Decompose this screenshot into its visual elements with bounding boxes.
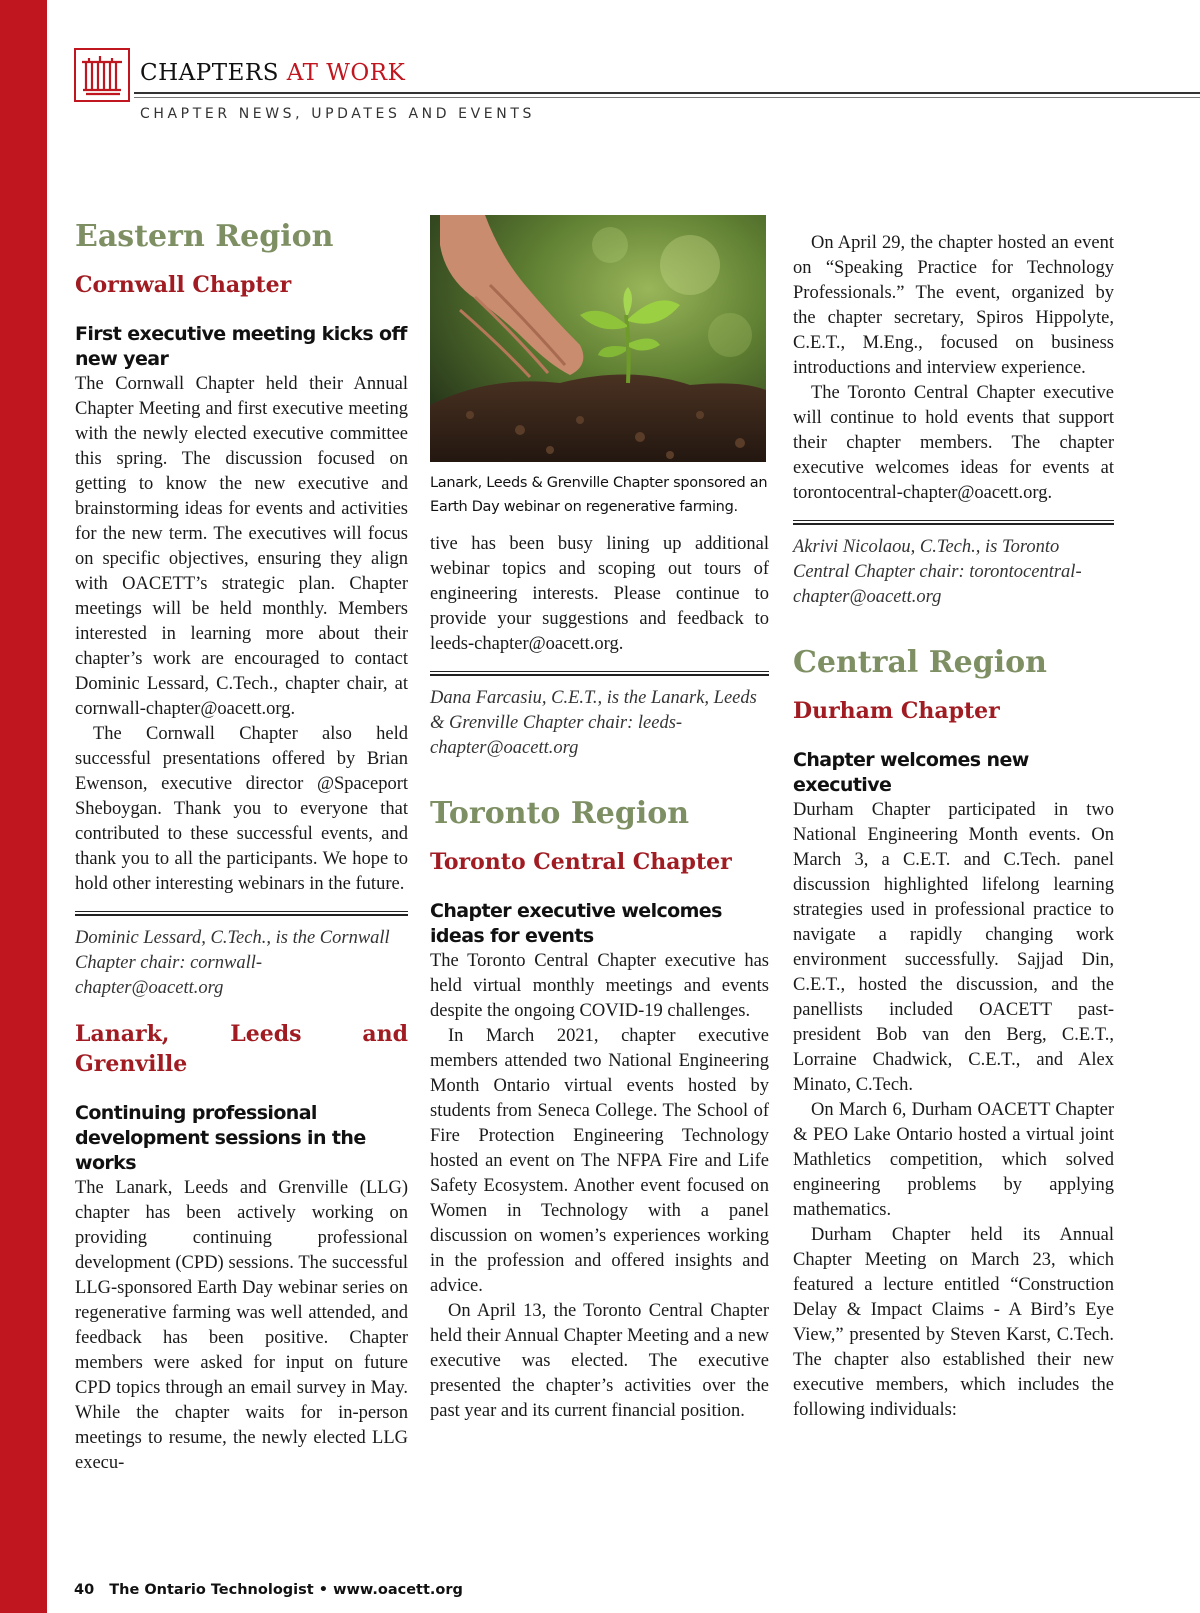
column-2: [430, 532, 769, 1424]
paragraph: The Toronto Central Chapter executive has held virtual monthly meetings and events despite the ongoing COVID-19 challenges.: [430, 951, 769, 1021]
chapter-heading-durham: Durham Chapter: [793, 698, 1000, 724]
column-1: [75, 218, 408, 1476]
divider-rule: [430, 671, 769, 676]
header-rule: [134, 92, 1200, 98]
section-subtitle: CHAPTER NEWS, UPDATES AND EVENTS: [140, 106, 535, 122]
publication-name: The Ontario Technologist: [109, 1582, 314, 1598]
author-signature: Dominic Lessard, C.Tech., is the Cornwall Chapter chair: cornwall-chapter@oacett.org: [75, 928, 390, 998]
paragraph: The Lanark, Leeds and Grenville (LLG) chapter has been actively working on providing continuing professional development (CPD) sessions. The successful LLG-sponsored Earth Day webinar series on regenerative farming was well attended, and feedback has been positive. Chapter members were asked for input on future CPD topics through an email survey in May. While the chapter waits for in-person meetings to resume, the newly elected LLG execu-: [75, 1178, 408, 1473]
paragraph: On March 6, Durham OACETT Chapter & PEO Lake Ontario hosted a virtual joint Mathletics competition, which solved engineering problems by applying mathematics.: [793, 1100, 1114, 1220]
paragraph: The Cornwall Chapter also held successful presentations offered by Brian Ewenson, executive director @Spaceport Sheboygan. Thank you to everyone that contributed to these successful events, and thank you to all the participants. We hope to hold other interesting webinars in the future.: [75, 724, 408, 894]
chapter-heading-llg: Lanark, Leeds and Grenville: [75, 1021, 408, 1077]
paragraph: Durham Chapter held its Annual Chapter Meeting on March 23, which featured a lecture entitled “Construction Delay & Impact Claims - A Bird’s Eye View,” presented by Steven Karst, C.Tech. The chapter also established their new executive members, which includes the following individuals:: [793, 1225, 1114, 1420]
region-heading-eastern: Eastern Region: [75, 219, 334, 254]
paragraph: The Cornwall Chapter held their Annual Chapter Meeting and first executive meeting with the newly elected executive committee this spring. The discussion focused on getting to know the new executive and brainstorming ideas for events and activities for the new term. The executives will focus on specific objectives, ensuring they align with OACETT’s strategic plan. Chapter meetings will be held monthly. Members interested in learning more about their chapter’s work are encouraged to contact Dominic Lessard, C.Tech., chapter chair, at cornwall-chapter@oacett.org.: [75, 374, 408, 719]
paragraph: tive has been busy lining up additional webinar topics and scoping out tours of engineering interests. Please continue to provide your suggestions and feedback to leeds-chapter@oacett.org.: [430, 534, 769, 654]
subhead-llg: Continuing professional development sessions in the works: [75, 1102, 366, 1174]
paragraph: Durham Chapter participated in two National Engineering Month events. On March 3, a C.E.T. and C.Tech. panel discussion highlighted lifelong learning strategies used in professional practice to navigate a rapidly changing work environment successfully. Sajjad Din, C.E.T., hosted the discussion, and the panellists included OACETT past-president Bob van den Berg, C.E.T., Lorraine Chadwick, C.E.T., and Alex Minato, C.Tech.: [793, 800, 1114, 1095]
paragraph: On April 29, the chapter hosted an event on “Speaking Practice for Technology Professionals.” The event, organized by the chapter secretary, Spiros Hippolyte, C.E.T., M.Eng., focused on business introductions and interview experience.: [793, 233, 1114, 378]
chapter-heading-toronto-central: Toronto Central Chapter: [430, 849, 732, 875]
divider-rule: [793, 520, 1114, 525]
column-3: [793, 231, 1114, 1423]
paragraph: The Toronto Central Chapter executive will continue to hold events that support their chapter members. The chapter executive welcomes ideas for events at torontocentral-chapter@oacett.org.: [793, 383, 1114, 503]
oacett-logo-icon: [74, 48, 130, 102]
author-signature: Dana Farcasiu, C.E.T., is the Lanark, Leeds & Grenville Chapter chair: leeds-chapter@oacett.org: [430, 688, 757, 758]
earth-day-photo: [430, 215, 766, 462]
region-heading-central: Central Region: [793, 645, 1047, 680]
region-heading-toronto: Toronto Region: [430, 796, 690, 831]
section-title: CHAPTERS AT WORK: [140, 60, 406, 86]
divider-rule: [75, 911, 408, 916]
photo-caption: Lanark, Leeds & Grenville Chapter sponsored an Earth Day webinar on regenerative farming.: [430, 475, 768, 515]
subhead-durham: Chapter welcomes new executive: [793, 749, 1029, 796]
paragraph: In March 2021, chapter executive members attended two National Engineering Month Ontario virtual events hosted by students from Seneca College. The School of Fire Protection Engineering Technology hosted an event on The NFPA Fire and Life Safety Ecosystem. Another event focused on Women in Technology with a panel discussion on women’s experiences working in the profession and offered insights and advice.: [430, 1026, 769, 1296]
page-number: 40: [74, 1582, 95, 1598]
subhead-toronto-central: Chapter executive welcomes ideas for events: [430, 900, 722, 947]
paragraph: On April 13, the Toronto Central Chapter held their Annual Chapter Meeting and a new executive was elected. The executive presented the chapter’s activities over the past year and its current financial position.: [430, 1301, 769, 1421]
chapter-heading-cornwall: Cornwall Chapter: [75, 272, 292, 298]
page-footer: [74, 1582, 463, 1598]
subhead-cornwall: First executive meeting kicks off new year: [75, 323, 407, 370]
footer-url[interactable]: www.oacett.org: [333, 1582, 463, 1598]
footer-separator: •: [318, 1582, 329, 1598]
left-red-bar: [0, 0, 47, 1613]
author-signature: Akrivi Nicolaou, C.Tech., is Toronto Central Chapter chair: torontocentral-chapter@oacett.org: [793, 537, 1082, 607]
